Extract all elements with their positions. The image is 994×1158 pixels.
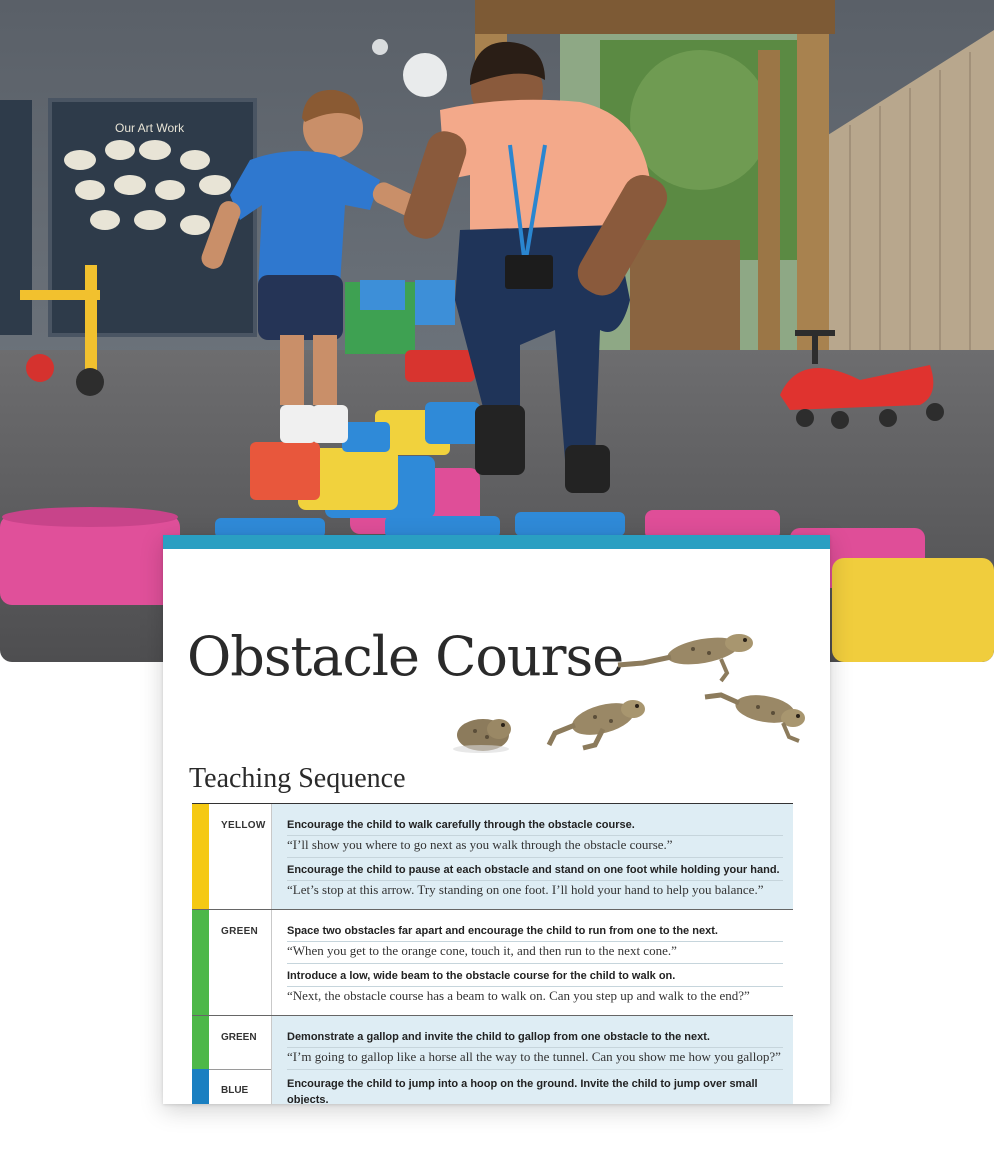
instruction-text: Introduce a low, wide beam to the obstacle course for the child to walk on.: [287, 970, 676, 982]
document-page: [163, 535, 830, 1104]
level-cell: [209, 1016, 272, 1070]
level-label: GREEN: [221, 926, 259, 937]
level-label-blue: BLUE: [221, 1085, 249, 1096]
table-row: [192, 910, 793, 1016]
level-label: GREEN: [221, 1032, 257, 1043]
toad-illustrations: [453, 623, 823, 763]
instruction-text: Encourage the child to pause at each obstacle and stand on one foot while holding your hand.: [287, 864, 780, 876]
toad-sitting: [453, 719, 511, 753]
instruction-text: Encourage the child to jump into a hoop on the ground. Invite the child to jump over small objects.: [287, 1078, 758, 1104]
prompt-quote: “Let’s stop at this arrow. Try standing on one foot. I’ll hold your hand to help you balance.”: [287, 882, 764, 897]
prompt-quote: “When you get to the orange cone, touch it, and then run to the next cone.”: [287, 943, 677, 958]
level-label: YELLOW: [221, 820, 266, 831]
prompt-quote: “I’ll show you where to go next as you walk through the obstacle course.”: [287, 837, 673, 852]
level-color-bar: [192, 804, 209, 909]
toad-landing: [705, 691, 805, 741]
instruction-text: Demonstrate a gallop and invite the child to gallop from one obstacle to the next.: [287, 1031, 710, 1043]
page-title: Obstacle Course: [187, 625, 624, 688]
level-color-bar: [192, 910, 209, 1015]
level-cell-blue: [209, 1069, 272, 1104]
level-cell: [209, 804, 272, 909]
section-title: Teaching Sequence: [189, 763, 406, 794]
prompt-quote: “Next, the obstacle course has a beam to walk on. Can you step up and walk to the end?”: [287, 988, 750, 1003]
table-row: [192, 804, 793, 910]
instructions-cell: [272, 804, 793, 909]
instructions-cell: [272, 1016, 793, 1104]
toad-crawling: [549, 697, 645, 748]
level-cell: [209, 910, 272, 1015]
accent-bar: [163, 535, 830, 549]
level-color-bar-blue: [192, 1069, 209, 1104]
prompt-quote: “I’m going to gallop like a horse all the way to the tunnel. Can you show me how you gallop?”: [287, 1049, 781, 1064]
table-row: [192, 1016, 793, 1104]
toad-leaping-high: [618, 633, 753, 681]
level-color-bar: [192, 1016, 209, 1069]
teaching-sequence-table: [192, 803, 793, 1104]
instruction-text: Space two obstacles far apart and encourage the child to run from one to the next.: [287, 925, 718, 937]
instruction-text: Encourage the child to walk carefully through the obstacle course.: [287, 819, 635, 831]
instructions-cell: [272, 910, 793, 1015]
window-sign: Our Art Work: [115, 121, 185, 135]
